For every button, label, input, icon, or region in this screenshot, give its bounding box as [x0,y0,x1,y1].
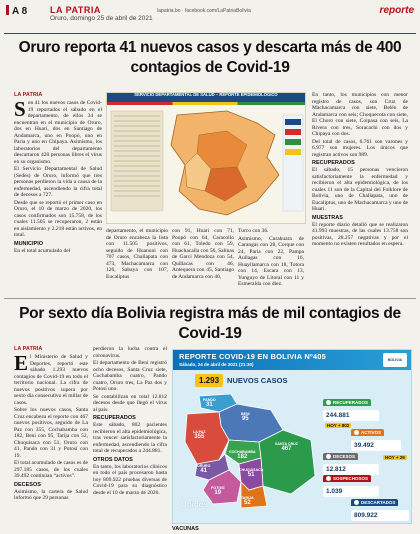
bolivia-badge: BOLIVIA [383,353,407,367]
dept-label-chuquisaca [239,468,263,478]
dept-label-potos- [211,486,225,496]
article2-subhead: DECESOS [14,481,41,488]
page-header [4,4,416,34]
deaths-icon [326,454,331,459]
infographic-date: Sábado, 24 de abril de 2021 (21:30) [179,362,254,367]
new-cases-box [195,374,287,387]
article2-paragraph: Se contabilizan en total 12.812 decesos desde que llegó el virus al país. [93,393,167,413]
new-cases-label: NUEVOS CASOS [227,376,288,385]
dept-label-cochabamba [229,450,256,460]
newspaper-name: LA PATRIA [50,5,101,15]
stat-label-text: SOSPECHOSOS [333,476,369,481]
article2-column-3 [172,526,250,534]
stat-label [323,399,371,406]
article1-paragraph: Del total de casos, 6.761 son varones y 6.977 son mujeres. Los únicos que registran activos son 989. [312,138,408,158]
article1-paragraph: departamento, el municipio de Oruro encabeza la lista con 11.505 positivos, seguido de Huanuni con 707 casos, Challapata con 473, Machacamarca con 126, Sabaya con 107, Eucaliptus [106,228,168,280]
dept-name: ORURO [197,464,211,468]
recovered-icon [326,400,331,405]
dept-name: BENI [241,412,250,416]
hoy-decesos-row [381,446,409,464]
dept-name: TARIJA [241,496,254,500]
active-icon [354,430,359,435]
article1-column-4 [238,228,304,292]
article1-column-1 [14,100,102,290]
article1-subhead: RECUPERADOS [312,160,355,166]
dept-label-tarija [241,496,254,506]
article2-paragraph: Sobre los nuevos casos, Santa Cruz encabeza el reporte con 467 nuevos positivos, seguido de La Paz con 355, Cochabamba con 182, Beni con 95, Tarija con 52, Chuquisaca con 51, Oruro con 41, Pando con 31 y Potosí con 19. [14,407,88,459]
article2-column-1 [14,354,88,530]
article1-column-3 [172,228,234,292]
dept-name: CHUQUISACA [239,468,264,472]
page-number [6,5,27,17]
article1-paragraph: Desde que se reportó el primer caso en Oruro, el 10 de marzo de 2020, los casos confirmados son 15.758, de los cuales 11.505 se recuperaron, 2 están en aislamiento y 2.218 están activos, en total. [14,199,102,238]
article2-paragraph: En tanto, los laboratorios clínicos en todo el país procesaron hasta hoy 809.922 pruebas diversas de Covid-19 para su diagnóstico desde el 10 de marzo de 2020. [93,463,167,496]
dept-name: PANDO [203,398,216,402]
article1-paragraph: En tanto, los municipios con menor registro de casos, son Cruz de Machacamarca con siete, Belén de Andamarca con seis; Choquecota con siete, El Choro con siete, Coipasa con seis, La Rivera con tres, Soracachi con dos y Chipaya con dos. [312,92,408,137]
article1-column-2 [106,228,168,292]
article1-paragraph: Turco con 36. [238,228,269,234]
today-recovered-badge: HOY + 802 [327,423,350,428]
article1-headline: Oruro reporta 41 nuevos casos y descarta más de 400 contagios de Covid-19 [18,39,402,76]
article1-subhead: MUNICIPIO [14,240,44,247]
today-deaths-badge: HOY + 29 [385,455,405,460]
header-rule [4,33,416,34]
article2-dropcap: E [14,354,29,375]
stat-value: 809.922 [351,510,409,521]
article2-subhead: VACUNAS [172,526,199,532]
dept-value: 467 [281,446,292,452]
map-header: SERVICIO DEPARTAMENTAL DE SALUD – REPORTE EPIDEMIOLÓGICO [107,93,305,102]
unidos-logo: Unidos [181,500,209,509]
dept-label-pando [203,398,216,408]
article1-kicker: LA PATRIA [14,92,43,98]
article1-paragraph: El Servicio Departamental de Salud (Sedes) de Oruro, informó que tres personas perdieron la vida a causa de la enfermedad, ascendiendo la cifra total de decesos a 727. [14,166,102,198]
dept-name: SANTA CRUZ [275,442,298,446]
stat-label [351,429,384,436]
article1-column-5 [312,92,408,292]
dept-value: 182 [237,454,248,460]
article1-paragraph: El reporte diario detalló que se realizaron 41.993 muestras, de las cuales 13.758 son positivas, 28.257 negativas y por el momento no existen resultados en espera. [312,221,408,247]
article2-paragraph: Este sábado, 802 pacientes recibieron el alta epidemiológica, tras vencer satisfactoriamente la enfermedad, ascendiendo la cifra total de recuperados a 244.881. [93,422,167,454]
discarded-icon [354,500,359,505]
dept-value: 19 [214,490,222,496]
stat-label-text: DECESOS [333,454,356,459]
dept-label-beni [241,412,250,422]
stat-value: 12.812 [323,464,379,475]
stat-descartados [351,492,409,521]
dept-name: POTOSÍ [211,486,225,490]
dept-value: 355 [194,434,205,440]
stat-label-text: ACTIVOS [361,430,382,435]
new-cases-value: 1.293 [195,374,223,387]
article1-dropcap: S [14,100,26,121]
stat-label [323,453,358,460]
map-illustration [107,105,306,224]
stat-value: 244.881 [323,410,379,421]
article2-paragraph: Asimismo, la cartera de Salud informó que 29 personas [14,488,88,501]
article1-subhead: MUESTRAS [312,214,343,221]
dept-label-oruro [197,464,210,474]
article1-lead: on 41 los nuevos casos de Covid-19 reportados el sábado en el departamento, de ellos 34 se encuentran en el municipio de Oruro, dos en Huari, dos en Santiago de Andamarca, uno en Poopó, uno en Paria y uno en Chipaya. Asimismo, los laboratorios del departamento descartaron 420 personas libres el virus en su organismo. [14,100,102,165]
article2-paragraph: El departamento de Beni registró ocho decesos, Santa Cruz siete, Cochabamba cuatro, Pando cuatro, Oruro tres, La Paz dos y Potosí uno. [93,360,167,392]
article1-paragraph: En el total acumulado del [14,247,71,254]
infographic-title: REPORTE COVID-19 EN BOLIVIA Nº405 [179,352,327,361]
stat-label-text: RECUPERADOS [333,400,369,405]
article2-column-2 [93,346,167,530]
dept-santa-cruz-shape [259,430,315,494]
dept-name: LA PAZ [193,430,206,434]
article2-kicker: LA PATRIA [14,346,43,352]
stat-label [351,499,398,506]
article1-paragraph: con 91, Huari con 71, Poopó con 64, Caracollo con 61, Toledo con 59, Huachacalla con 56, Salinas de Garci Mendoza con 54, Quillacas con 46, Antequera con 45, Santiago de Andamarca con 40, [172,228,234,280]
article2-paragraph: El total acumulado de casos es de 297.185 casos, de los cuales 39.492 continúan “activos”. [14,460,88,479]
article2-subhead: RECUPERADOS [93,415,136,421]
covid-bolivia-infographic [172,349,412,524]
suspect-icon [326,476,331,481]
article1-paragraph: Asimismo, Curahuara de Carangas con 28, Corque con 24, Paria con 22, Pampa Aullagas con 16, Huayllamarca con 18, Totora con 14, Escara con 13, Yunguyo de Litoral con 11 y Esmeralda con diez. [238,235,304,287]
page-number-bar [6,5,9,15]
infographic-header [173,350,411,370]
article1-paragraph: El sábado, 15 personas vencieron satisfactoriamente la enfermedad y recibieron el alta epidemiológica, de los cuales 11 son de la Capital del Folklore de Bolivia, uno de Challapata, uno de Eucaliptus, uno de Machacamarca y uno de Huari. [312,167,408,212]
article2-headline: Por sexto día Bolivia registra más de mil contagios de Covid-19 [19,305,401,342]
dateline: Oruro, domingo 25 de abril de 2021 [50,15,153,22]
stat-label-text: DESCARTADOS [361,500,396,505]
article2-lead: l Ministerio de Salud y Deportes, reportó este sábado 1.293 nuevos contagios de Covid-19 en todo el territorio nacional. La cifra de nuevos positivos supera por sexto día consecutivo el millar de casos. [14,354,88,406]
dept-value: 51 [247,472,255,478]
page-number-text: A 8 [12,6,28,17]
dept-label-santa-cruz [275,442,298,452]
contact-info: lapatria.bo · facebook.com/LaPatriaBolivia [157,8,251,14]
dept-value: 95 [241,416,249,422]
article-separator [4,298,416,299]
section-label: reporte [379,5,414,16]
dept-label-la-paz [193,430,206,440]
article2-subhead: OTROS DATOS [93,456,133,463]
dept-value: 31 [206,402,213,408]
dept-value: 41 [200,468,208,474]
article2-paragraph: perdieron la lucha contra el coronavirus. [93,346,167,359]
stat-value: 1.039 [323,486,379,497]
dept-name: COCHABAMBA [229,450,256,454]
oruro-epidemiological-map [106,92,306,224]
stat-value: 39.492 [351,440,401,451]
dept-value: 52 [244,500,251,506]
stat-label [323,475,371,482]
